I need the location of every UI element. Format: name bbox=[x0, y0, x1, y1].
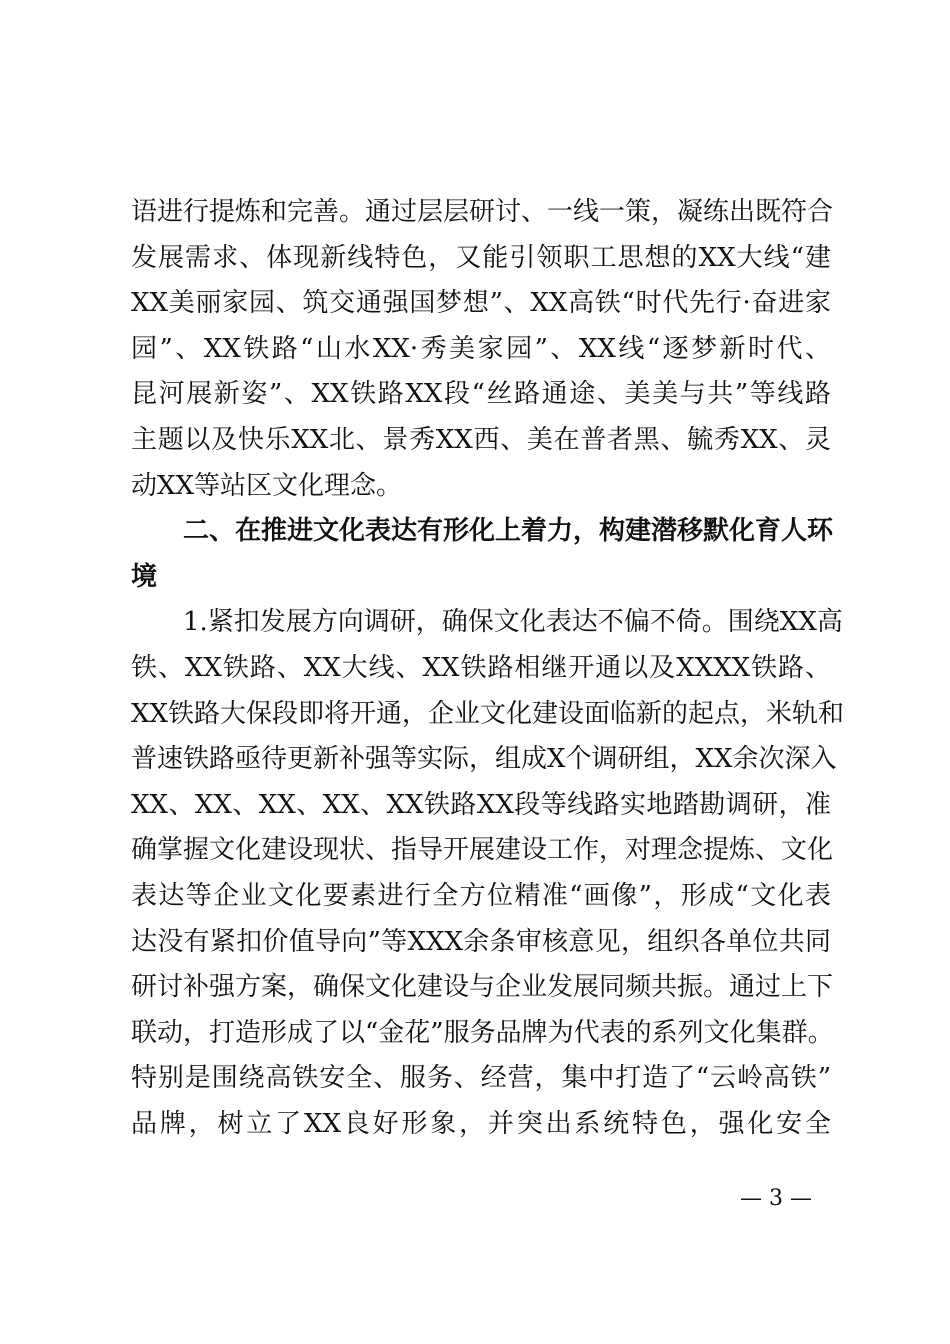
text-line: 昆河展新姿”、XX铁路XX段“丝路通途、美美与共”等线路 bbox=[131, 379, 831, 410]
text-line: 表达等企业文化要素进行全方位精准“画像”，形成“文化表 bbox=[131, 880, 831, 911]
section-heading bbox=[131, 509, 834, 600]
text-line: 普速铁路亟待更新补强等实际，组成X个调研组，XX余次深入 bbox=[131, 744, 837, 775]
paragraph-1 bbox=[131, 190, 834, 509]
text-line: XX、XX、XX、XX、XX铁路XX段等线路实地踏勘调研，准 bbox=[131, 789, 831, 820]
page-number: — 3 — bbox=[740, 1186, 812, 1211]
heading-line: 境 bbox=[131, 561, 158, 592]
text-line: 发展需求、体现新线特色，又能引领职工思想的XX大线“建 bbox=[131, 242, 831, 273]
paragraph-2 bbox=[131, 600, 845, 1147]
text-line: 1.紧扣发展方向调研，确保文化表达不偏不倚。围绕XX高 bbox=[183, 607, 843, 638]
text-line: 达没有紧扣价值导向”等XXX余条审核意见，组织各单位共同 bbox=[131, 926, 831, 957]
text-line: 联动，打造形成了以“金花”服务品牌为代表的系列文化集群。 bbox=[131, 1017, 834, 1048]
text-line: XX铁路大保段即将开通，企业文化建设面临新的起点，米轨和 bbox=[131, 698, 845, 729]
text-line: 语进行提炼和完善。通过层层研讨、一线一策，凝练出既符合 bbox=[131, 197, 834, 227]
text-line: 品牌，树立了XX良好形象，并突出系统特色，强化安全 bbox=[131, 1108, 831, 1139]
text-line: 特别是围绕高铁安全、服务、经营，集中打造了“云岭高铁” bbox=[131, 1063, 831, 1094]
text-line: 铁、XX铁路、XX大线、XX铁路相继开通以及XXXX铁路、 bbox=[131, 652, 831, 683]
text-line: 主题以及快乐XX北、景秀XX西、美在普者黑、毓秀XX、灵 bbox=[131, 424, 831, 455]
body-text bbox=[131, 190, 845, 1147]
text-line: 研讨补强方案，确保文化建设与企业发展同频共振。通过上下 bbox=[131, 972, 834, 1003]
heading-line: 二、在推进文化表达有形化上着力，构建潜移默化育人环 bbox=[183, 516, 834, 547]
text-line: XX美丽家园、筑交通强国梦想”、XX高铁“时代先行·奋进家 bbox=[131, 288, 831, 319]
text-line: 确掌握文化建设现状、指导开展建设工作，对理念提炼、文化 bbox=[131, 835, 834, 866]
text-line: 动XX等站区文化理念。 bbox=[131, 470, 403, 501]
text-line: 园”、XX铁路“山水XX·秀美家园”、XX线“逐梦新时代、 bbox=[131, 333, 831, 364]
